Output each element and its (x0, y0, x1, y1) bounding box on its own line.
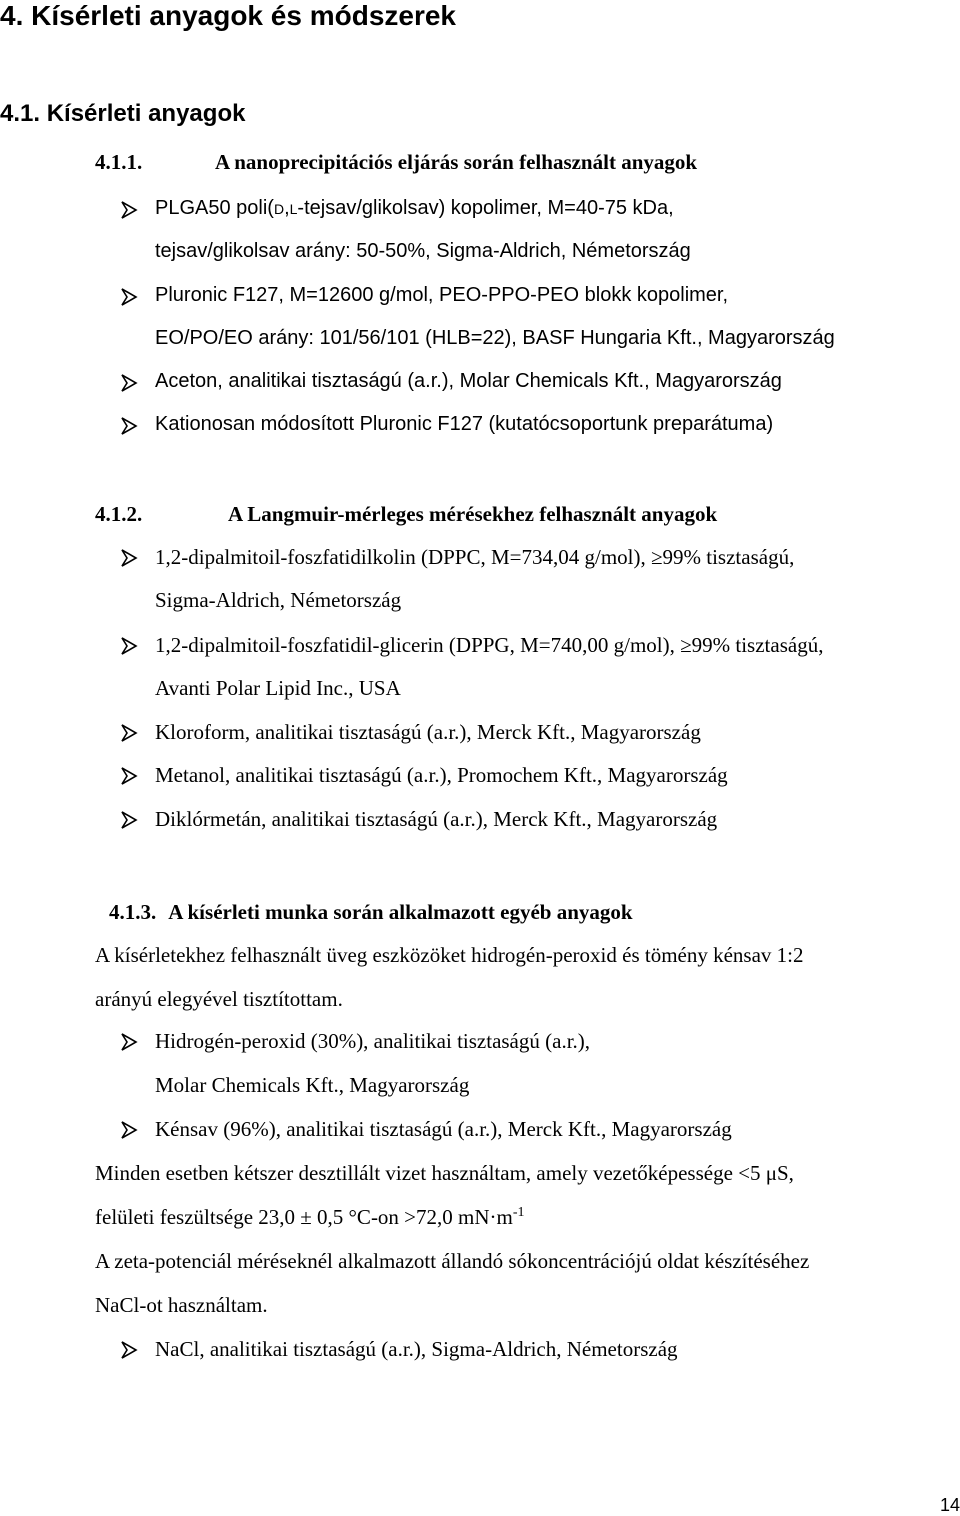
list-item: Metanol, analitikai tisztaságú (a.r.), Promochem Kft., Magyarország (155, 763, 728, 787)
subsection-heading-4-1-1: 4.1.1. A nanoprecipitációs eljárás során felhasznált anyagok (95, 150, 698, 174)
bullet-arrow-icon (120, 1032, 140, 1052)
section-heading: 4.1. Kísérleti anyagok (0, 100, 246, 127)
list-item: Aceton, analitikai tisztaságú (a.r.), Molar Chemicals Kft., Magyarország (155, 370, 782, 392)
list-item: NaCl, analitikai tisztaságú (a.r.), Sigma-Aldrich, Németország (155, 1337, 678, 1361)
list-item: Pluronic F127, M=12600 g/mol, PEO-PPO-PEO blokk kopolimer, (155, 284, 729, 306)
paragraph-line: felületi feszültsége 23,0 ± 0,5 °C-on >72,0 $mN\cdot m^{-1}$ (95, 1205, 525, 1229)
paragraph-line: arányú elegyével tisztítottam. (95, 987, 343, 1011)
list-item-continuation: Avanti Polar Lipid Inc., USA (155, 676, 401, 700)
bullet-arrow-icon (120, 1340, 140, 1360)
paragraph-line: A kísérletekhez felhasznált üveg eszközöket hidrogén-peroxid és tömény kénsav 1:2 (95, 943, 804, 967)
subsection-heading-4-1-3: 4.1.3. A kísérleti munka során alkalmazott egyéb anyagok (109, 900, 633, 924)
bullet-arrow-icon (120, 200, 140, 220)
list-item: Diklórmetán, analitikai tisztaságú (a.r.), Merck Kft., Magyarország (155, 807, 718, 831)
paragraph-line: A zeta-potenciál méréseknél alkalmazott állandó sókoncentrációjú oldat készítéséhez (95, 1249, 810, 1273)
bullet-arrow-icon (120, 636, 140, 656)
list-item-continuation: EO/PO/EO arány: 101/56/101 (HLB=22), BASF Hungaria Kft., Magyarország (155, 327, 835, 349)
list-item: PLGA50 poli(d,l-tejsav/glikolsav) kopolimer, M=40-75 kDa, (155, 197, 674, 219)
bullet-arrow-icon (120, 373, 140, 393)
list-item: Kationosan módosított Pluronic F127 (kutatócsoportunk preparátuma) (155, 413, 774, 435)
list-item-continuation: tejsav/glikolsav arány: 50-50%, Sigma-Aldrich, Németország (155, 240, 691, 262)
list-item: 1,2-dipalmitoil-foszfatidil-glicerin (DPPG, M=740,00 g/mol), ≥99% tisztaságú, (155, 633, 824, 657)
paragraph-line: NaCl-ot használtam. (95, 1293, 268, 1317)
bullet-arrow-icon (120, 416, 140, 436)
chapter-heading: 4. Kísérleti anyagok és módszerek (0, 0, 456, 31)
list-item: 1,2-dipalmitoil-foszfatidilkolin (DPPC, M=734,04 g/mol), ≥99% tisztaságú, (155, 545, 795, 569)
subsection-heading-4-1-2: 4.1.2. A Langmuir-mérleges mérésekhez felhasznált anyagok (95, 502, 718, 526)
bullet-arrow-icon (120, 287, 140, 307)
bullet-arrow-icon (120, 548, 140, 568)
list-item: Kénsav (96%), analitikai tisztaságú (a.r.), Merck Kft., Magyarország (155, 1117, 732, 1141)
list-item-continuation: Sigma-Aldrich, Németország (155, 588, 402, 612)
list-item: Hidrogén-peroxid (30%), analitikai tisztaságú (a.r.), (155, 1029, 591, 1053)
page-number: 14 (939, 1495, 960, 1515)
bullet-arrow-icon (120, 723, 140, 743)
bullet-arrow-icon (120, 766, 140, 786)
paragraph-line: Minden esetben kétszer desztillált vizet használtam, amely vezetőképessége <5 μS, (95, 1161, 794, 1185)
list-item-continuation: Molar Chemicals Kft., Magyarország (155, 1073, 470, 1097)
bullet-arrow-icon (120, 1120, 140, 1140)
bullet-arrow-icon (120, 810, 140, 830)
list-item: Kloroform, analitikai tisztaságú (a.r.), Merck Kft., Magyarország (155, 720, 701, 744)
